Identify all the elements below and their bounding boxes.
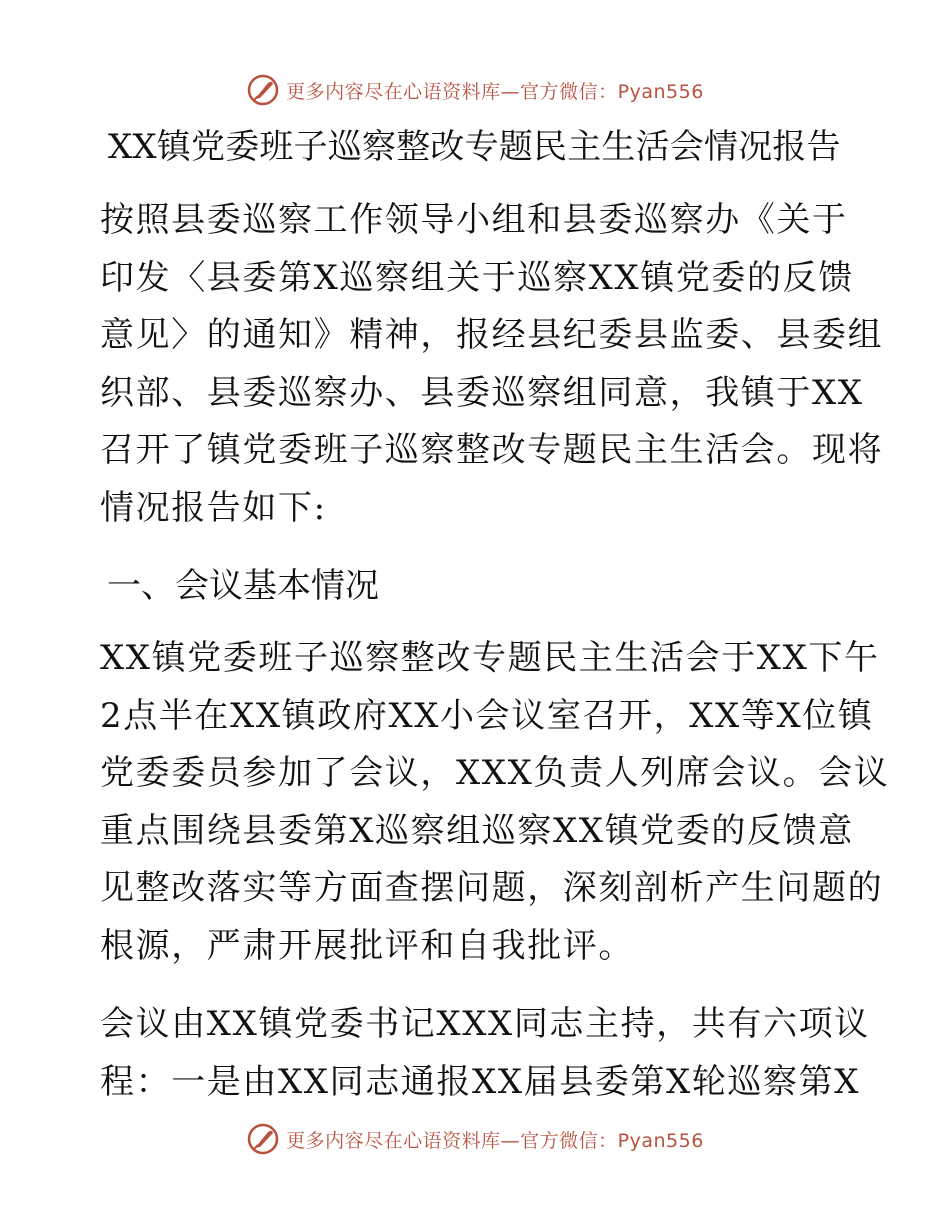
text-line: 召开了镇党委班子巡察整改专题民主生活会。现将 [100,430,884,470]
document-title: XX镇党委班子巡察整改专题民主生活会情况报告 [108,127,841,167]
text-line: XX镇党委班子巡察整改专题民主生活会于XX下午 [100,638,880,678]
text-line: 情况报告如下: [100,487,327,528]
text-line: 根源，严肃开展批评和自我批评。 [100,925,634,966]
paragraph-intro [100,192,884,537]
text-line: 按照县委巡察工作领导小组和县委巡察办《关于 [100,200,848,240]
text-line: 织部、县委巡察办、县委巡察组同意，我镇于XX [100,372,864,413]
text-line: 会议由XX镇党委书记XXX同志主持，共有六项议 [100,1004,870,1044]
quill-logo-icon [246,1122,280,1156]
text-line: 意见〉的通知》精神，报经县纪委县监委、县委组 [100,315,884,355]
text-line: 2点半在XX镇政府XX小会议室召开，XX等X位镇 [100,695,874,736]
paragraph-agenda [100,996,870,1111]
text-line: 程：一是由XX同志通报XX届县委第X轮巡察第X [100,1061,861,1102]
section-heading: 一、会议基本情况 [107,566,379,606]
watermark-text: 更多内容尽在心语资料库—官方微信：Pyan556 [286,1129,704,1152]
footer-watermark [0,1119,950,1159]
watermark-text: 更多内容尽在心语资料库—官方微信：Pyan556 [286,80,704,103]
text-line: 重点围绕县委第X巡察组巡察XX镇党委的反馈意 [100,810,854,851]
text-line: 见整改落实等方面查摆问题，深刻剖析产生问题的 [100,868,884,908]
paragraph-meeting-info [100,630,890,975]
text-line: 印发〈县委第X巡察组关于巡察XX镇党委的反馈 [100,257,854,298]
text-line: 党委委员参加了会议，XXX负责人列席会议。会议 [100,753,890,793]
